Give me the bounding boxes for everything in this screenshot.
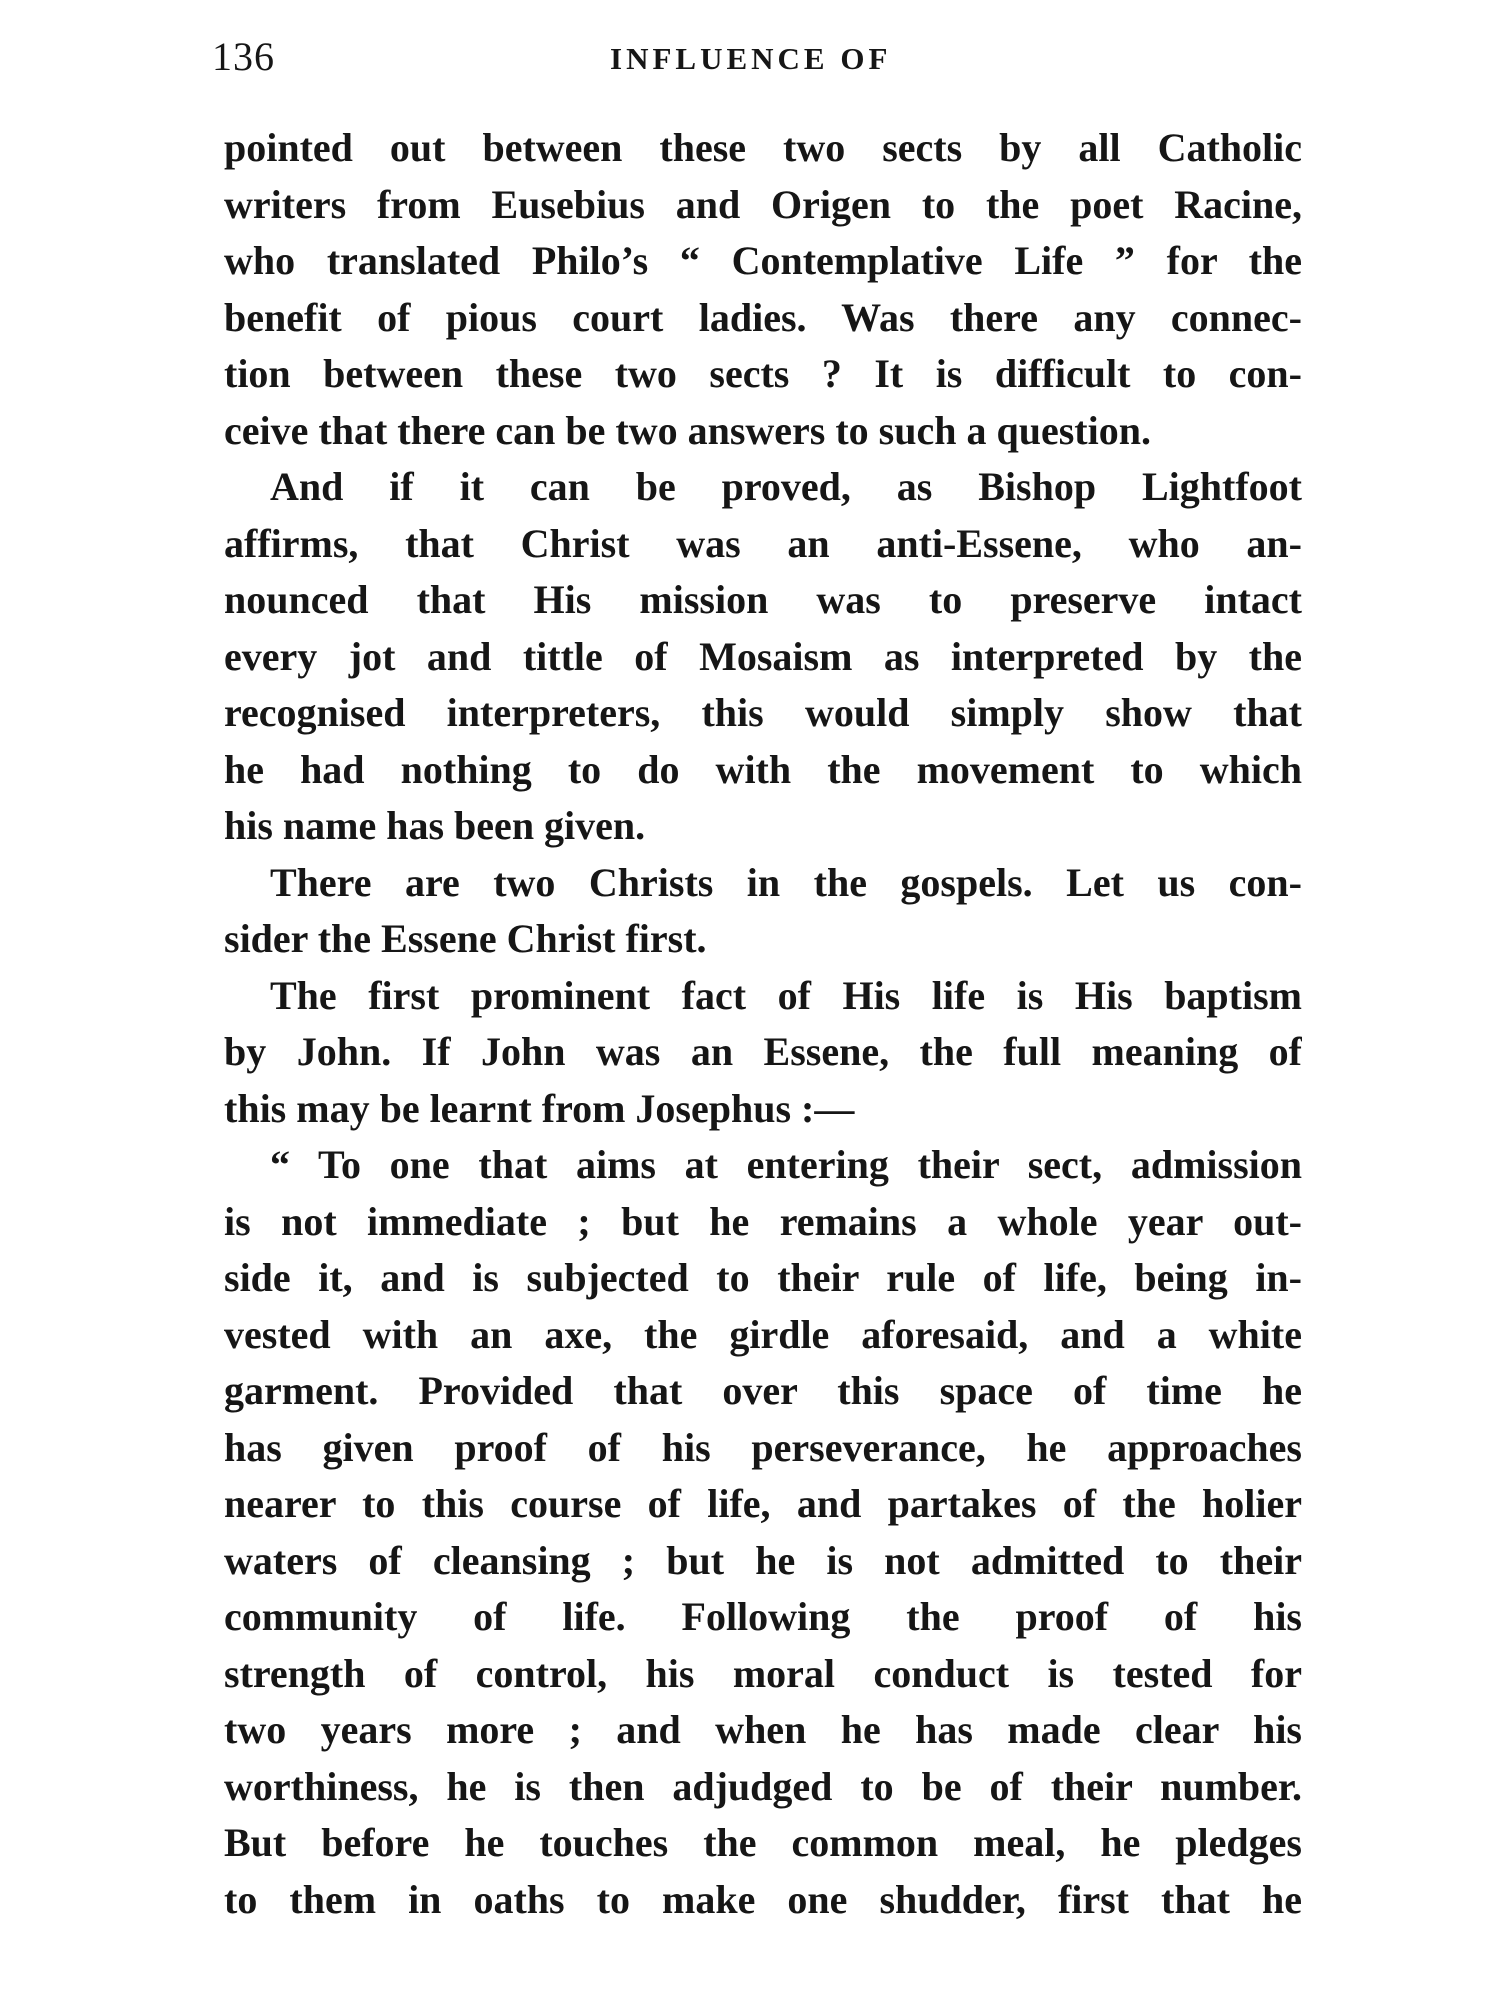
text-line: But before he touches the common meal, he pledges: [224, 1820, 1302, 1865]
text-line: this may be learnt from Josephus :—: [224, 1085, 855, 1131]
text-line: who translated Philo’s “ Contemplative Life ” for the: [224, 238, 1302, 283]
quotation-paragraph: [224, 1137, 1302, 1928]
text-line: There are two Christs in the gospels. Let us con-: [270, 859, 1302, 905]
text-line: affirms, that Christ was an anti-Essene, who an-: [224, 520, 1302, 566]
text-line: he had nothing to do with the movement to which: [224, 746, 1302, 792]
text-line: nearer to this course of life, and partakes of the holier: [224, 1481, 1302, 1526]
text-line: benefit of pious court ladies. Was there any connec-: [224, 294, 1302, 340]
text-line: The first prominent fact of His life is His baptism: [270, 972, 1302, 1018]
paragraph: [224, 120, 1302, 459]
text-line: nounced that His mission was to preserve intact: [224, 577, 1302, 622]
text-line: worthiness, he is then adjudged to be of their number.: [224, 1763, 1302, 1809]
text-line: And if it can be proved, as Bishop Lightfoot: [270, 464, 1302, 509]
text-line: sider the Essene Christ first.: [224, 916, 707, 961]
page-number: 136: [212, 34, 275, 79]
text-line: recognised interpreters, this would simply show that: [224, 690, 1302, 735]
text-line: vested with an axe, the girdle aforesaid, and a white: [224, 1311, 1302, 1357]
text-line: garment. Provided that over this space of time he: [224, 1368, 1302, 1413]
text-line: is not immediate ; but he remains a whole year out-: [224, 1198, 1302, 1244]
paragraph: [224, 459, 1302, 855]
running-head: [212, 32, 1294, 82]
text-line: community of life. Following the proof of his: [224, 1594, 1302, 1639]
text-line: strength of control, his moral conduct is tested for: [224, 1650, 1302, 1696]
text-line: waters of cleansing ; but he is not admitted to their: [224, 1537, 1302, 1583]
running-title: INFLUENCE OF: [610, 41, 892, 76]
text-line: every jot and tittle of Mosaism as interpreted by the: [224, 633, 1302, 679]
text-line: by John. If John was an Essene, the full meaning of: [224, 1029, 1302, 1074]
text-line: has given proof of his perseverance, he approaches: [224, 1424, 1302, 1470]
text-line: side it, and is subjected to their rule of life, being in-: [224, 1255, 1302, 1300]
text-line: pointed out between these two sects by all Catholic: [224, 125, 1302, 170]
text-line: two years more ; and when he has made clear his: [224, 1707, 1302, 1752]
paragraph: [224, 855, 1302, 968]
text-line: writers from Eusebius and Origen to the poet Racine,: [224, 181, 1302, 227]
text-line: his name has been given.: [224, 803, 646, 848]
text-line: “ To one that aims at entering their sect, admission: [270, 1142, 1302, 1187]
paragraph: [224, 968, 1302, 1138]
text-line: tion between these two sects ? It is difficult to con-: [224, 351, 1302, 396]
text-line: ceive that there can be two answers to such a question.: [224, 407, 1151, 453]
body-text: [224, 120, 1302, 1928]
text-line: to them in oaths to make one shudder, first that he: [224, 1876, 1302, 1922]
